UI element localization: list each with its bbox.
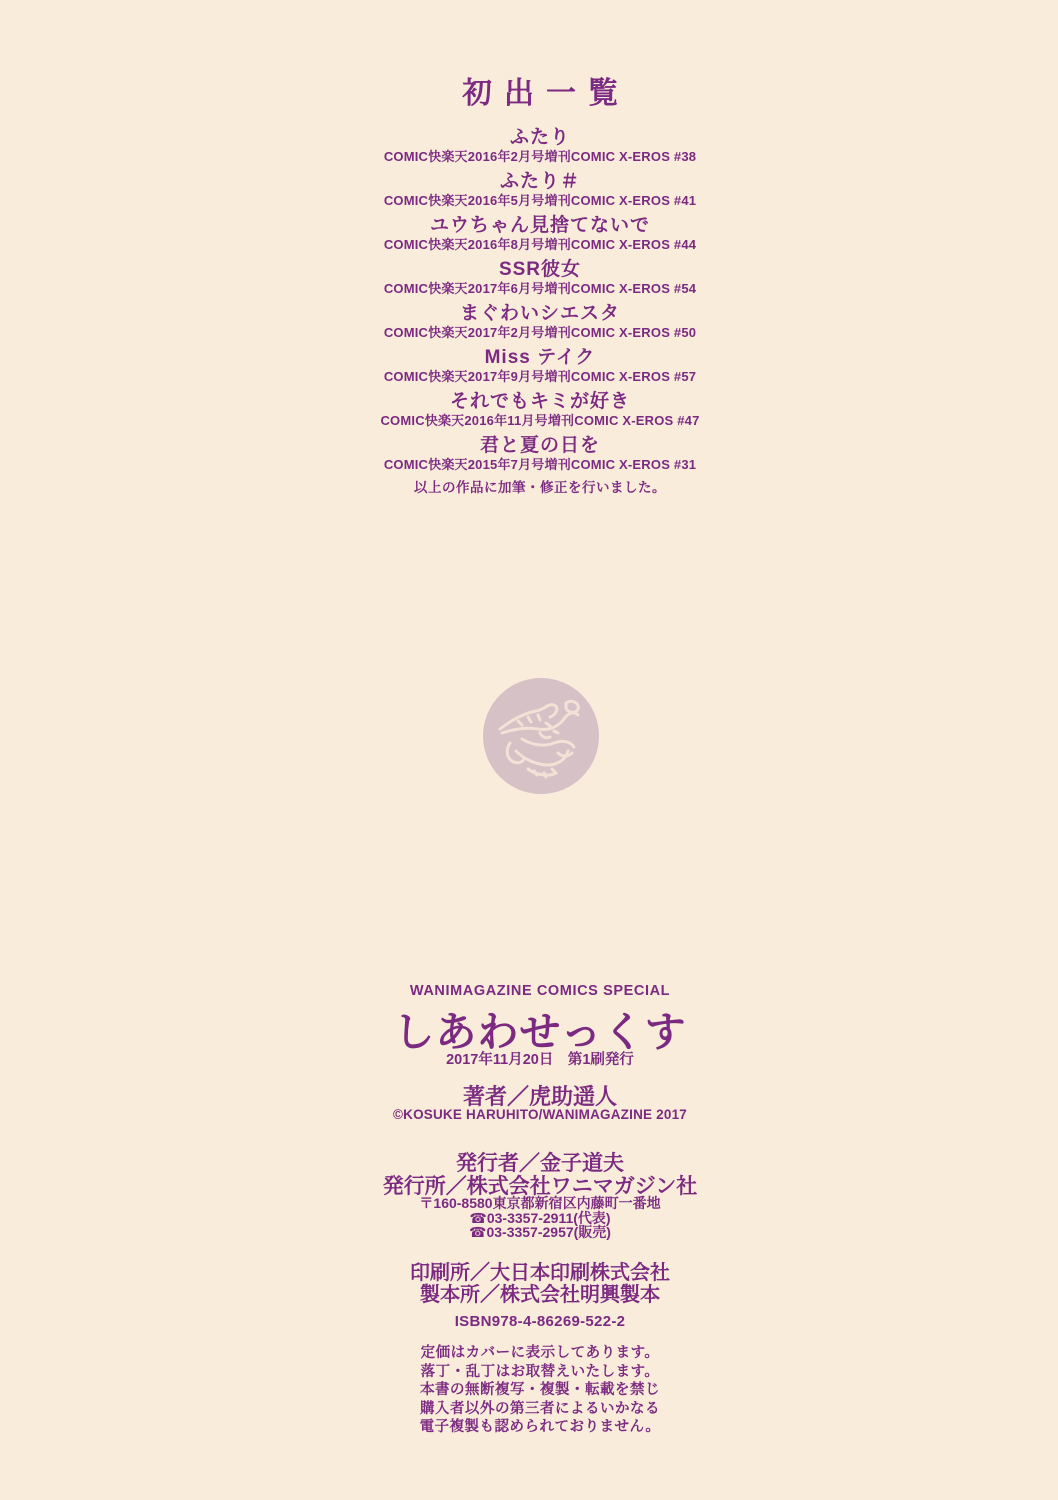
list-item — [11, 346, 1058, 384]
work-title: SSR彼女 — [498, 259, 582, 280]
work-title: ユウちゃん見捨てないで — [429, 215, 650, 236]
notice-line: 落丁・乱丁はお取替えいたします。 — [420, 1363, 660, 1380]
wanimagazine-crocodile-watermark-icon — [482, 677, 600, 795]
notice-line: 購入者以外の第三者によるいかなる — [420, 1400, 660, 1417]
list-item — [11, 258, 1058, 296]
work-source: COMIC快楽天2017年2月号増刊COMIC X-EROS #50 — [383, 325, 697, 340]
list-item — [11, 434, 1058, 472]
work-source: COMIC快楽天2017年6月号増刊COMIC X-EROS #54 — [383, 281, 697, 296]
work-source: COMIC快楽天2016年2月号増刊COMIC X-EROS #38 — [383, 149, 697, 164]
list-item — [11, 302, 1058, 340]
work-source: COMIC快楽天2015年7月号増刊COMIC X-EROS #31 — [383, 457, 697, 472]
publisher-company-line: 発行所／株式会社ワニマガジン社 — [382, 1175, 698, 1198]
work-title: それでもキミが好き — [449, 391, 630, 412]
list-item — [11, 390, 1058, 428]
notice-line: 定価はカバーに表示してあります。 — [420, 1345, 660, 1361]
work-source: COMIC快楽天2017年9月号増刊COMIC X-EROS #57 — [383, 369, 697, 384]
imprint-label: WANIMAGAZINE COMICS SPECIAL — [409, 983, 671, 999]
page-title: 初出一覧 — [462, 77, 630, 110]
isbn-line: ISBN978-4-86269-522-2 — [454, 1313, 626, 1330]
copyright-line: ©KOSUKE HARUHITO/WANIMAGAZINE 2017 — [392, 1107, 688, 1122]
phone-sales-line: ☎03-3357-2957(販売) — [469, 1224, 611, 1240]
binder-line: 製本所／株式会社明興製本 — [420, 1284, 660, 1306]
work-source: COMIC快楽天2016年11月号増刊COMIC X-EROS #47 — [380, 413, 700, 428]
work-source: COMIC快楽天2016年5月号増刊COMIC X-EROS #41 — [383, 193, 697, 208]
publisher-address-line: 〒160-8580東京都新宿区内藤町一番地 — [419, 1195, 661, 1211]
list-item — [11, 214, 1058, 252]
work-title: Miss テイク — [484, 347, 596, 368]
edition-line: 2017年11月20日 第1刷発行 — [446, 1052, 634, 1068]
author-line: 著者／虎助遥人 — [462, 1084, 617, 1109]
phone-main-line: ☎03-3357-2911(代表) — [469, 1210, 611, 1226]
book-title: しあわせっくす — [393, 1009, 687, 1055]
work-title: 君と夏の日を — [479, 435, 600, 456]
work-title: まぐわいシエスタ — [459, 303, 620, 324]
work-source: COMIC快楽天2016年8月号増刊COMIC X-EROS #44 — [383, 237, 697, 252]
list-item — [11, 126, 1058, 164]
first-publication-list — [11, 126, 1058, 478]
printer-line: 印刷所／大日本印刷株式会社 — [410, 1262, 670, 1284]
page-content — [11, 0, 1058, 1500]
notice-line: 電子複製も認められておりません。 — [419, 1419, 661, 1436]
legal-notice-block — [11, 1344, 1058, 1437]
revision-note: 以上の作品に加筆・修正を行いました。 — [414, 480, 666, 495]
list-item — [11, 170, 1058, 208]
work-title: ふたり — [509, 127, 570, 148]
notice-line: 本書の無断複写・複製・転載を禁じ — [420, 1382, 660, 1399]
publisher-person-line: 発行者／金子道夫 — [456, 1152, 624, 1175]
work-title: ふたり＃ — [499, 171, 580, 192]
